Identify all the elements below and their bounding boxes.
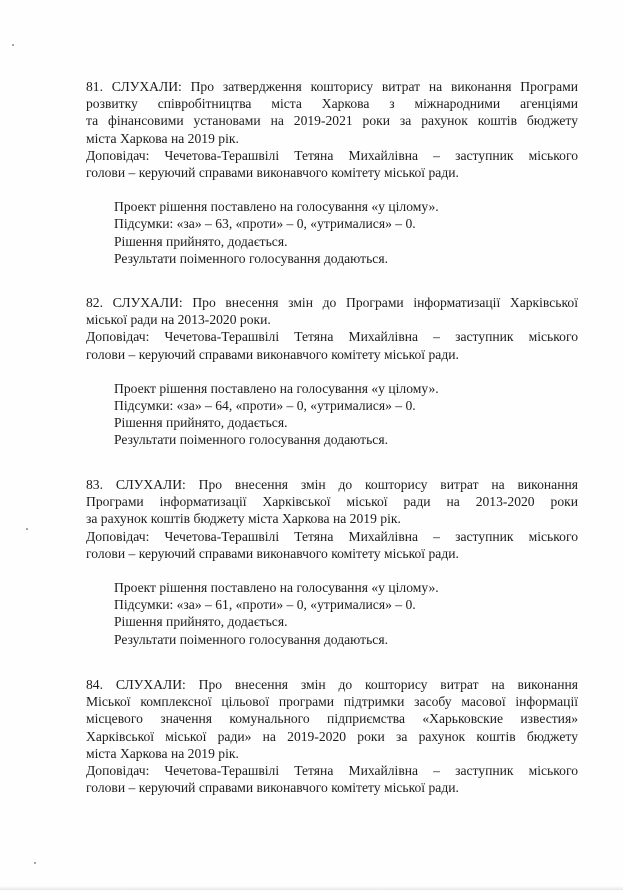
vote-line: Проект рішення поставлено на голосування «у цілому». (114, 380, 439, 396)
scan-speck (12, 44, 14, 46)
speaker-line: голови – керуючий справами виконавчого комітету міської ради. (86, 545, 459, 561)
vote-line: Підсумки: «за» – 64, «проти» – 0, «утрималися» – 0. (114, 398, 416, 414)
vote-line: Результати поіменного голосування додаються. (114, 631, 388, 647)
vote-line: Підсумки: «за» – 61, «проти» – 0, «утрималися» – 0. (114, 597, 416, 613)
vote-line: Результати поіменного голосування додаються. (114, 250, 388, 266)
agenda-item-82 (86, 294, 578, 449)
heard-line: розвитку співробітництва міста Харкова з міжнародними агенціями (86, 96, 578, 112)
speaker-line: Доповідач: Чечетова-Терашвілі Тетяна Михайлівна – заступник міського (86, 329, 578, 345)
speaker-line: голови – керуючий справами виконавчого комітету міської ради. (86, 346, 459, 362)
scan-bottom-edge (0, 886, 623, 890)
heard-line: 83. СЛУХАЛИ: Про внесення змін до кошторису витрат на виконання (86, 477, 578, 492)
heard-line: 82. СЛУХАЛИ: Про внесення змін до Програми інформатизації Харківської (86, 295, 578, 310)
agenda-item-84 (86, 676, 578, 796)
heard-line: Програми інформатизації Харківської міської ради на 2013-2020 роки (86, 494, 578, 510)
speaker-line: голови – керуючий справами виконавчого комітету міської ради. (86, 165, 459, 181)
vote-line: Проект рішення поставлено на голосування «у цілому». (114, 199, 439, 215)
heard-line: Харківської міської ради» на 2019-2020 роки за рахунок коштів бюджету (86, 728, 578, 744)
speaker-line: голови – керуючий справами виконавчого комітету міської ради. (86, 780, 459, 796)
heard-line: міста Харкова на 2019 рік. (86, 745, 239, 761)
scan-speck (26, 528, 28, 530)
heard-line: Міської комплексної цільової програми підтримки засобу масової інформації (86, 694, 578, 710)
heard-line: місцевого значення комунального підприємства «Харьковские известия» (86, 711, 578, 727)
speaker-line: Доповідач: Чечетова-Терашвілі Тетяна Михайлівна – заступник міського (86, 528, 578, 544)
agenda-item-83 (86, 476, 578, 648)
heard-line: міської ради на 2013-2020 роки. (86, 312, 271, 328)
scan-speck (34, 862, 36, 864)
vote-line: Рішення прийнято, додається. (114, 415, 288, 431)
vote-line: Рішення прийнято, додається. (114, 233, 288, 249)
heard-line: за рахунок коштів бюджету міста Харкова на 2019 рік. (86, 511, 401, 527)
vote-line: Результати поіменного голосування додаються. (114, 432, 388, 448)
heard-line: 84. СЛУХАЛИ: Про внесення змін до кошторису витрат на виконання (86, 677, 578, 692)
agenda-item-81 (86, 78, 578, 267)
vote-line: Проект рішення поставлено на голосування «у цілому». (114, 580, 439, 596)
speaker-line: Доповідач: Чечетова-Терашвілі Тетяна Михайлівна – заступник міського (86, 763, 578, 779)
speaker-line: Доповідач: Чечетова-Терашвілі Тетяна Михайлівна – заступник міського (86, 147, 578, 163)
vote-line: Підсумки: «за» – 63, «проти» – 0, «утрималися» – 0. (114, 216, 416, 232)
vote-line: Рішення прийнято, додається. (114, 614, 288, 630)
heard-line: 81. СЛУХАЛИ: Про затвердження кошторису витрат на виконання Програми (86, 79, 578, 94)
heard-line: та фінансовими установами на 2019-2021 роки за рахунок коштів бюджету (86, 113, 578, 129)
heard-line: міста Харкова на 2019 рік. (86, 130, 239, 146)
